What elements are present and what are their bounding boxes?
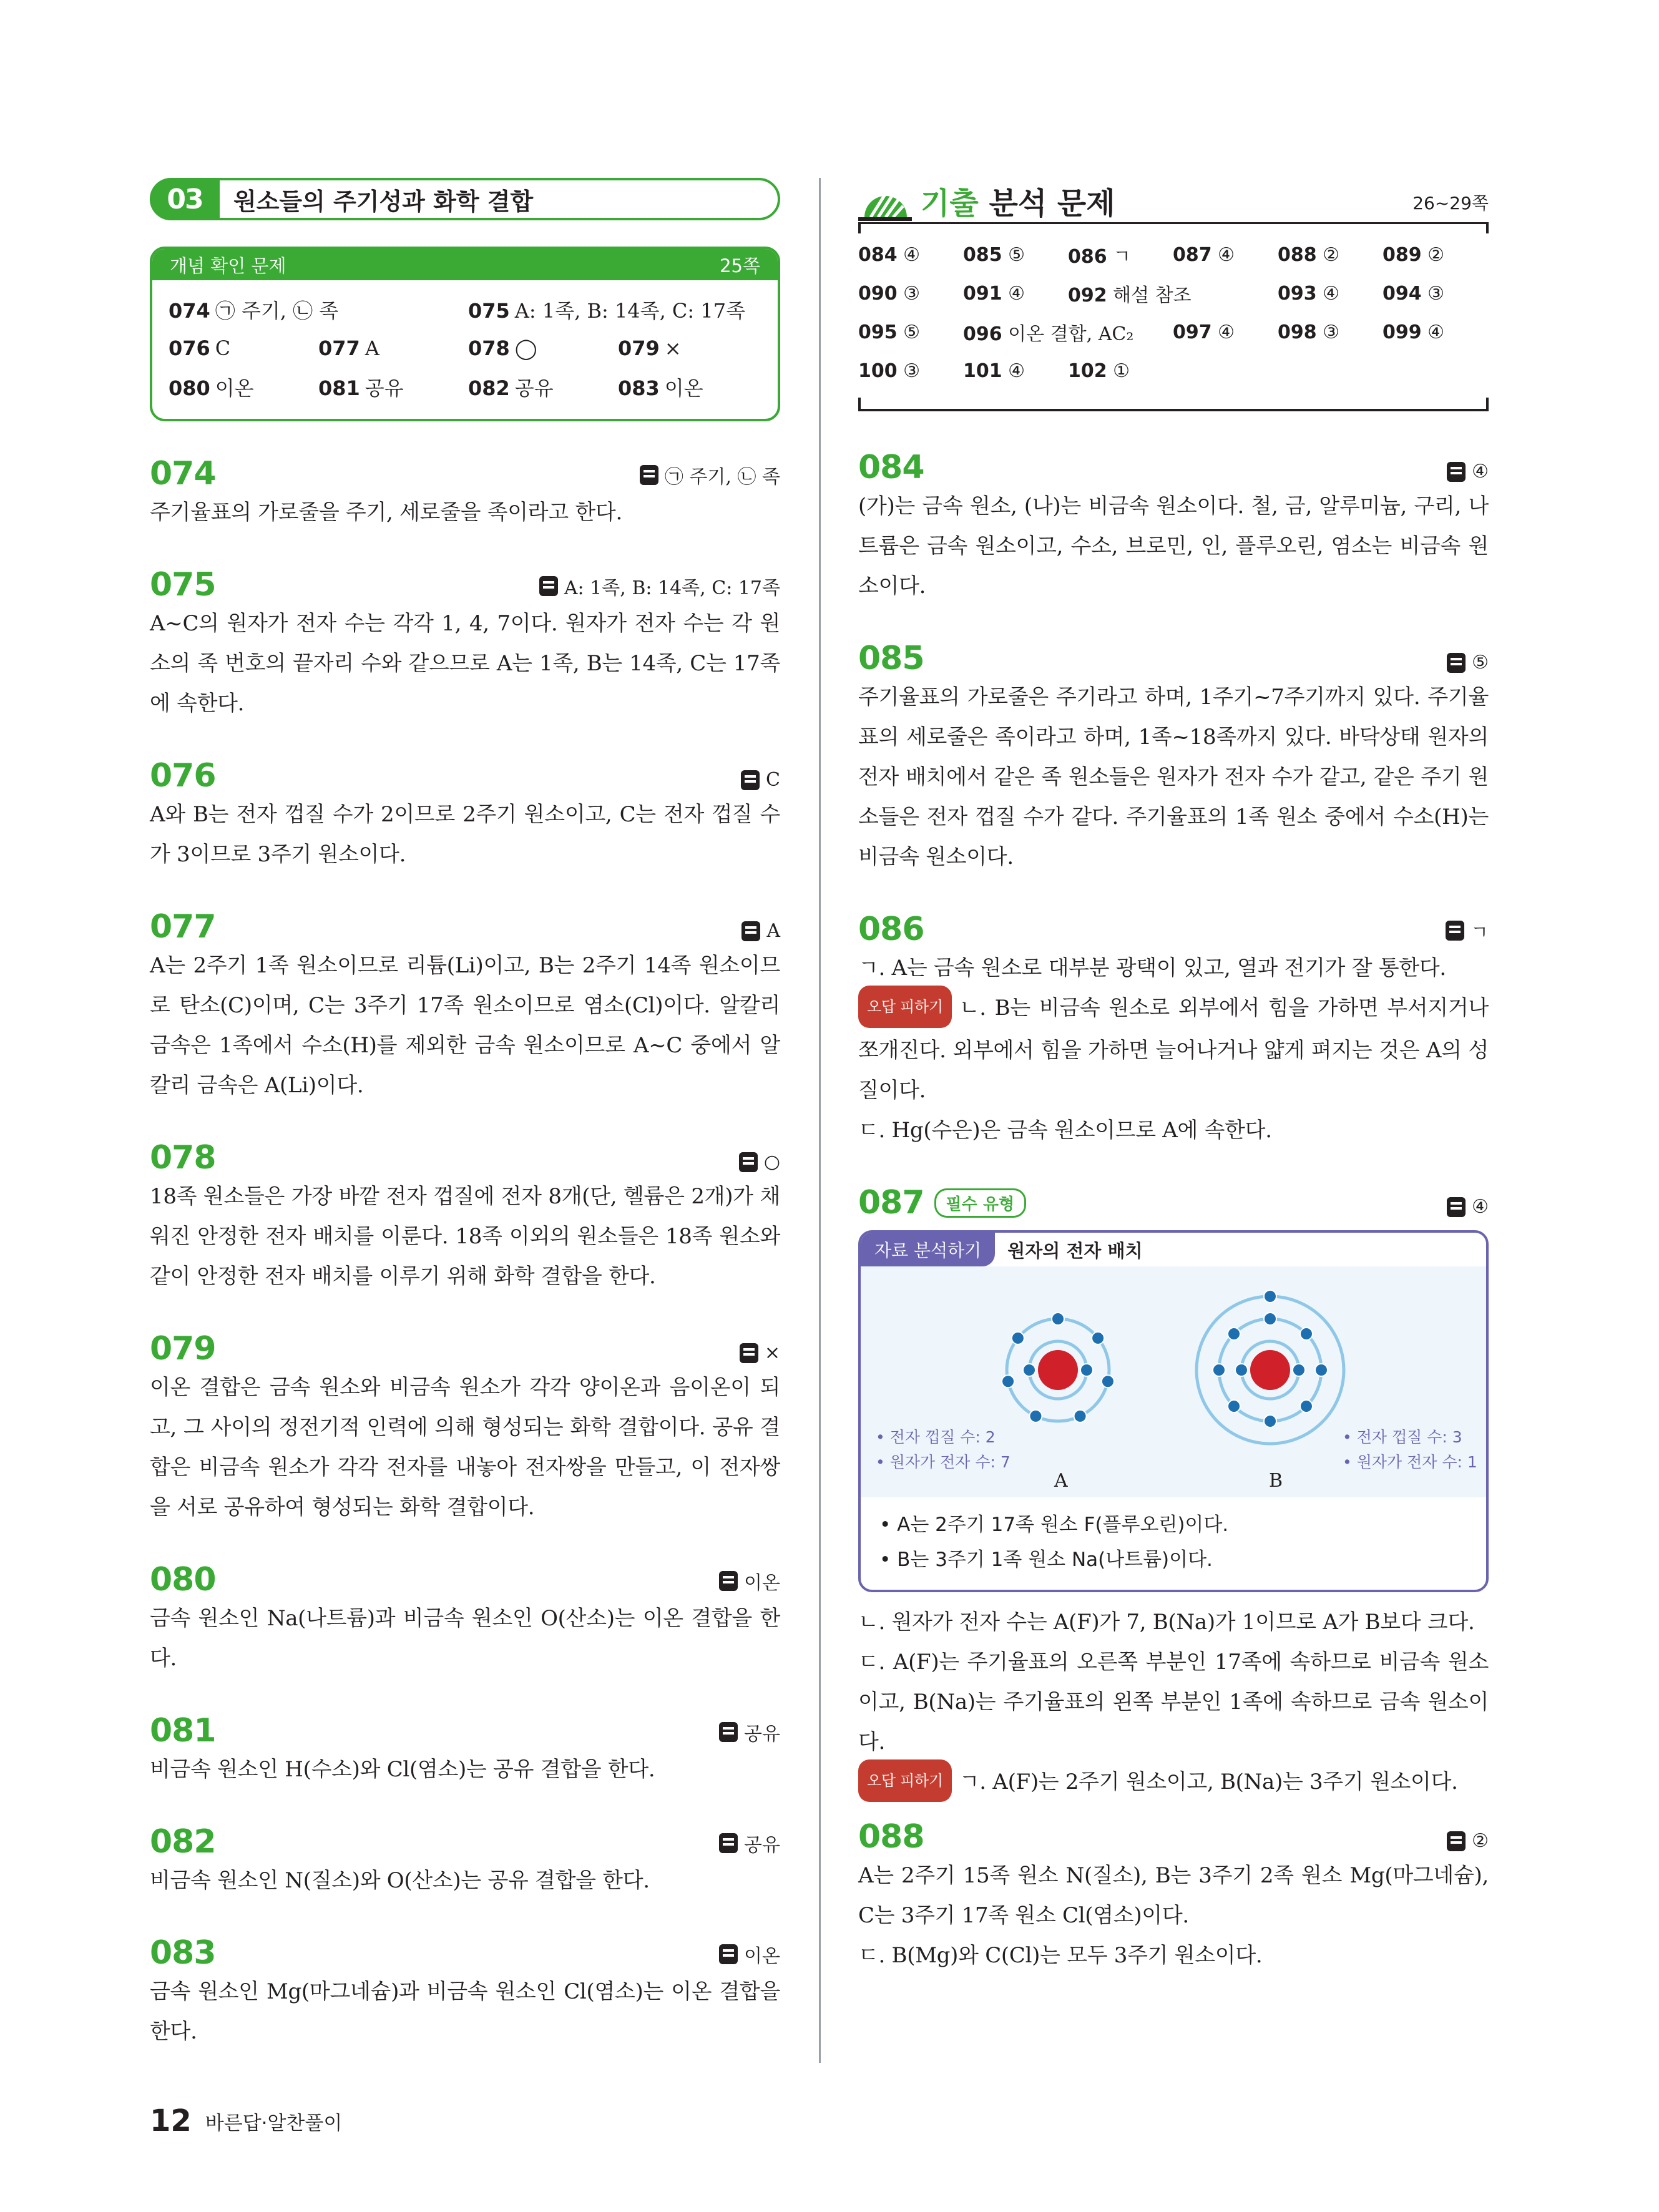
concept-answer: 077 A — [318, 336, 379, 360]
concept-answer: 079 × — [618, 336, 682, 360]
exam-answer-row — [858, 351, 1489, 390]
concept-check-answers — [152, 280, 778, 419]
exam-answer: 085 ⑤ — [963, 243, 1025, 266]
explanation-text: ㄱ. A는 금속 원소로 대부분 광택이 있고, 열과 전기가 잘 통한다. — [858, 956, 1446, 981]
explanation-text: 주기율표의 가로줄은 주기라고 하며, 1주기~7주기까지 있다. 주기율표의 세로줄은 족이라고 하며, 1족~18족까지 있다. 바닥상태 원자의 전자 배치에서 같은 족 원소들은 원자가 전자 수가 같고, 같은 주기 원소들은 전자 껍질 수가 같다. 주기율표의 1족 원소 중에서 수소(H)는 비금속 원소이다. — [858, 685, 1489, 869]
electron — [1012, 1332, 1024, 1344]
answer-mark: × — [740, 1342, 780, 1368]
question-number: 084 — [858, 449, 924, 486]
data-analysis-tag: 자료 분석하기 — [861, 1233, 995, 1266]
answer-mark: ⑤ — [1447, 652, 1489, 677]
answer-mark: ② — [1447, 1830, 1489, 1856]
concept-check-box — [150, 247, 780, 421]
exam-header — [858, 178, 1489, 224]
answer-mark: ㄱ — [1446, 917, 1489, 948]
page-number: 12 — [150, 2103, 192, 2138]
concept-answer: 078 ◯ — [468, 336, 537, 360]
electron — [1300, 1328, 1313, 1340]
explanation-text: 비금속 원소인 H(수소)와 Cl(염소)는 공유 결합을 한다. — [150, 1757, 655, 1782]
explanation-text: A는 2주기 15족 원소 N(질소), B는 3주기 2족 원소 Mg(마그네슘), C는 3주기 17족 원소 Cl(염소)이다. — [858, 1863, 1489, 1928]
exam-answer-row — [858, 313, 1489, 351]
exam-answer: 087 ④ — [1173, 243, 1235, 266]
exam-answer: 089 ② — [1382, 243, 1445, 266]
answer-entry — [858, 639, 1489, 877]
exam-answer: 100 ③ — [858, 360, 921, 382]
answer-icon — [740, 1343, 758, 1363]
required-type-badge: 필수 유형 — [934, 1188, 1027, 1218]
concept-answer: 082 공유 — [468, 376, 554, 400]
exam-logo-icon — [858, 179, 912, 222]
answer-mark: A: 1족, B: 14족, C: 17족 — [539, 572, 780, 604]
electron — [1228, 1328, 1240, 1340]
left-column — [150, 178, 780, 2052]
electron — [1213, 1364, 1225, 1376]
question-number: 080 — [150, 1561, 216, 1598]
answer-mark: 공유 — [719, 1718, 780, 1750]
answer-icon — [719, 1571, 738, 1591]
answer-entry — [150, 1933, 780, 2052]
exam-title: 기출 분석 문제 — [921, 186, 1115, 221]
explanation-text: 이온 결합은 금속 원소와 비금속 원소가 각각 양이온과 음이온이 되고, 그 사이의 정전기적 인력에 의해 형성되는 화학 결합이다. 공유 결합은 비금속 원소가 각각 전자를 내놓아 전자쌍을 만들고, 이 전자쌍을 서로 공유하여 형성되는 화학 결합이다. — [150, 1375, 780, 1520]
page-footer — [150, 2103, 342, 2138]
data-analysis-title: 원자의 전자 배치 — [1007, 1240, 1143, 1261]
question-number: 082 — [150, 1823, 216, 1861]
electron — [1315, 1364, 1328, 1376]
question-number: 075 — [150, 566, 216, 604]
section-title: 원소들의 주기성과 화학 결합 — [233, 187, 534, 215]
explanation-text: ㄷ. B(Mg)와 C(Cl)는 모두 3주기 원소이다. — [858, 1943, 1263, 1968]
concept-answer: 081 공유 — [318, 376, 404, 400]
answer-entry — [858, 448, 1489, 606]
concept-row — [169, 290, 761, 329]
question-number: 078 — [150, 1139, 216, 1177]
exam-answer: 096 이온 결합, AC₂ — [963, 323, 1134, 345]
question-number: 077 — [150, 908, 216, 946]
atom-diagram-area — [861, 1266, 1486, 1497]
explanation-text: 주기율표의 가로줄을 주기, 세로줄을 족이라고 한다. — [150, 500, 622, 525]
question-number: 083 — [150, 1934, 216, 1972]
answer-icon — [1447, 1197, 1466, 1217]
answer-entry — [858, 1817, 1489, 1975]
atom-b-notes: • 전자 껍질 수: 3 • 원자가 전자 수: 1 — [1343, 1428, 1477, 1471]
exam-answer: 084 ④ — [858, 243, 921, 266]
question-number: 088 — [858, 1818, 924, 1856]
answer-icon — [1446, 921, 1464, 941]
exam-answer-row — [858, 274, 1489, 313]
exam-answer-row — [858, 235, 1489, 274]
wrong-answer-tag: 오답 피하기 — [858, 1759, 952, 1802]
electron — [1264, 1415, 1276, 1427]
explanation-text: A와 B는 전자 껍질 수가 2이므로 2주기 원소이고, C는 전자 껍질 수가 3이므로 3주기 원소이다. — [150, 802, 780, 867]
answer-icon — [1447, 653, 1466, 673]
answer-icon — [1447, 1831, 1466, 1851]
answer-icon — [741, 921, 760, 941]
answer-icon — [640, 465, 658, 485]
exam-answer: 092 해설 참조 — [1068, 285, 1192, 306]
explanation-text: 금속 원소인 Mg(마그네슘)과 비금속 원소인 Cl(염소)는 이온 결합을 한다. — [150, 1979, 780, 2044]
explanation-text: ㄷ. Hg(수은)은 금속 원소이므로 A에 속한다. — [858, 1118, 1272, 1143]
answer-icon — [1447, 462, 1466, 482]
answer-mark: C — [741, 769, 780, 795]
answer-mark: 이온 — [719, 1567, 780, 1598]
exam-answer: 097 ④ — [1173, 321, 1235, 343]
answer-icon — [719, 1833, 738, 1853]
atom-b-diagram — [1197, 1290, 1344, 1444]
section-number: 03 — [150, 178, 220, 220]
answer-icon — [539, 576, 558, 596]
explanation-text: A는 2주기 1족 원소이므로 리튬(Li)이고, B는 2주기 14족 원소이므로 탄소(C)이며, C는 3주기 17족 원소이므로 염소(Cl)이다. 알칼리 금속은 1족에서 수소(H)를 제외한 금속 원소이므로 A~C 중에서 알칼리 금속은 A(Li)이다. — [150, 953, 780, 1098]
data-analysis-summary: • A는 2주기 17족 원소 F(플루오린)이다. • B는 3주기 1족 원소 Na(나트륨)이다. — [879, 1514, 1229, 1571]
concept-answer: 080 이온 — [169, 376, 254, 400]
atom-b-label: B — [1269, 1470, 1283, 1492]
exam-answer: 090 ③ — [858, 282, 921, 305]
answer-entry — [858, 1183, 1489, 1804]
answer-mark: ④ — [1447, 1196, 1489, 1221]
concept-check-header — [152, 249, 778, 280]
question-number: 085 — [858, 640, 924, 677]
answer-mark: 이온 — [719, 1940, 780, 1972]
answer-icon — [739, 1152, 758, 1172]
electron — [1052, 1313, 1064, 1325]
electron — [1023, 1364, 1035, 1376]
answer-entry — [150, 454, 780, 532]
electron — [1264, 1313, 1276, 1325]
answer-entry — [150, 756, 780, 874]
concept-answer: 076 C — [169, 336, 231, 360]
question-number: 076 — [150, 757, 216, 795]
explanation-text: 비금속 원소인 N(질소)와 O(산소)는 공유 결합을 한다. — [150, 1868, 650, 1893]
answer-mark: A — [741, 920, 780, 946]
question-number: 086 — [858, 911, 924, 948]
answer-explanations — [150, 454, 780, 2052]
exam-answer-grid — [858, 224, 1489, 411]
exam-answer: 088 ② — [1278, 243, 1340, 266]
right-column — [858, 178, 1489, 1975]
electron — [1235, 1364, 1248, 1376]
answer-mark: ○ — [739, 1151, 780, 1177]
wrong-answer-tag: 오답 피하기 — [858, 986, 952, 1028]
concept-row — [169, 368, 761, 406]
exam-answer: 102 ① — [1068, 360, 1130, 382]
exam-answer: 099 ④ — [1382, 321, 1445, 343]
answer-icon — [719, 1944, 738, 1964]
concept-row — [169, 329, 761, 368]
explanation-text: 18족 원소들은 가장 바깥 전자 껍질에 전자 8개(단, 헬륨은 2개)가 채워진 안정한 전자 배치를 이룬다. 18족 이외의 원소들은 18족 원소와 같이 안정한 전자 배치를 이루기 위해 화학 결합을 한다. — [150, 1184, 780, 1289]
atom-a-label: A — [1054, 1470, 1068, 1492]
column-divider — [819, 178, 821, 2063]
electron — [1002, 1375, 1014, 1387]
electron — [1092, 1332, 1104, 1344]
exam-answer: 101 ④ — [963, 360, 1025, 382]
electron — [1029, 1410, 1042, 1422]
electron — [1293, 1364, 1305, 1376]
answer-entry — [150, 907, 780, 1105]
concept-answer: 075 A: 1족, B: 14족, C: 17족 — [468, 299, 745, 323]
answer-icon — [719, 1722, 738, 1742]
answer-entry — [150, 1138, 780, 1296]
explanation-text: 오답 피하기 ㄴ. B는 비금속 원소로 외부에서 힘을 가하면 부서지거나 쪼개진다. 외부에서 힘을 가하면 늘어나거나 얇게 펴지는 것은 A의 성질이다. — [858, 988, 1489, 1110]
answer-icon — [741, 770, 760, 790]
electron — [1228, 1400, 1240, 1412]
question-number: 079 — [150, 1330, 216, 1368]
question-number: 087 — [858, 1184, 924, 1221]
question-number: 081 — [150, 1712, 216, 1750]
atom-a-notes: • 전자 껍질 수: 2 • 원자가 전자 수: 7 — [876, 1428, 1011, 1471]
nucleus — [1250, 1350, 1290, 1390]
electron — [1074, 1410, 1087, 1422]
explanation-text: (가)는 금속 원소, (나)는 비금속 원소이다. 철, 금, 알루미늄, 구리, 나트륨은 금속 원소이고, 수소, 브로민, 인, 플루오린, 염소는 비금속 원소이다. — [858, 494, 1489, 599]
answer-entry — [150, 1329, 780, 1527]
question-number: 074 — [150, 455, 216, 492]
concept-check-title: 개념 확인 문제 — [170, 255, 286, 276]
concept-answer: 083 이온 — [618, 376, 703, 400]
book-title: 바른답·알찬풀이 — [205, 2112, 343, 2135]
explanation-text: ㄷ. A(F)는 주기율표의 오른쪽 부분인 17족에 속하므로 비금속 원소이고, B(Na)는 주기율표의 왼쪽 부분인 1족에 속하므로 금속 원소이다. — [858, 1650, 1489, 1754]
concept-answer: 074 ㉠ 주기, ㉡ 족 — [169, 299, 339, 323]
answer-mark: ㉠ 주기, ㉡ 족 — [640, 461, 780, 492]
concept-check-page: 25쪽 — [720, 255, 760, 276]
section-header — [150, 178, 780, 220]
answer-entry — [150, 1560, 780, 1678]
explanation-text: A~C의 원자가 전자 수는 각각 1, 4, 7이다. 원자가 전자 수는 각 원소의 족 번호의 끝자리 수와 같으므로 A는 1족, B는 14족, C는 17족에 속한다. — [150, 611, 780, 716]
exam-answer: 094 ③ — [1382, 282, 1445, 305]
exam-answer: 091 ④ — [963, 282, 1025, 305]
answer-entry — [150, 565, 780, 723]
answer-mark: ④ — [1447, 461, 1489, 486]
data-analysis-box — [858, 1230, 1489, 1592]
exam-answer: 086 ㄱ — [1068, 246, 1132, 268]
atom-a-diagram — [1002, 1313, 1114, 1422]
explanation-text: 금속 원소인 Na(나트륨)과 비금속 원소인 O(산소)는 이온 결합을 한다. — [150, 1606, 780, 1671]
electron — [1300, 1400, 1313, 1412]
nucleus — [1038, 1350, 1078, 1390]
answer-entry — [858, 909, 1489, 1150]
exam-answer: 095 ⑤ — [858, 321, 921, 343]
answer-entry — [150, 1711, 780, 1789]
explanation-text: ㄴ. 원자가 전자 수는 A(F)가 7, B(Na)가 1이므로 A가 B보다 크다. — [858, 1610, 1475, 1635]
electron — [1080, 1364, 1093, 1376]
explanation-text: 오답 피하기 ㄱ. A(F)는 2주기 원소이고, B(Na)는 3주기 원소이다. — [858, 1762, 1489, 1804]
electron — [1264, 1290, 1276, 1303]
answer-entry — [150, 1822, 780, 1901]
exam-page-range: 26~29쪽 — [1412, 193, 1489, 213]
exam-answer: 093 ④ — [1278, 282, 1340, 305]
answer-mark: 공유 — [719, 1829, 780, 1861]
exam-answer: 098 ③ — [1278, 321, 1340, 343]
electron — [1102, 1375, 1114, 1387]
